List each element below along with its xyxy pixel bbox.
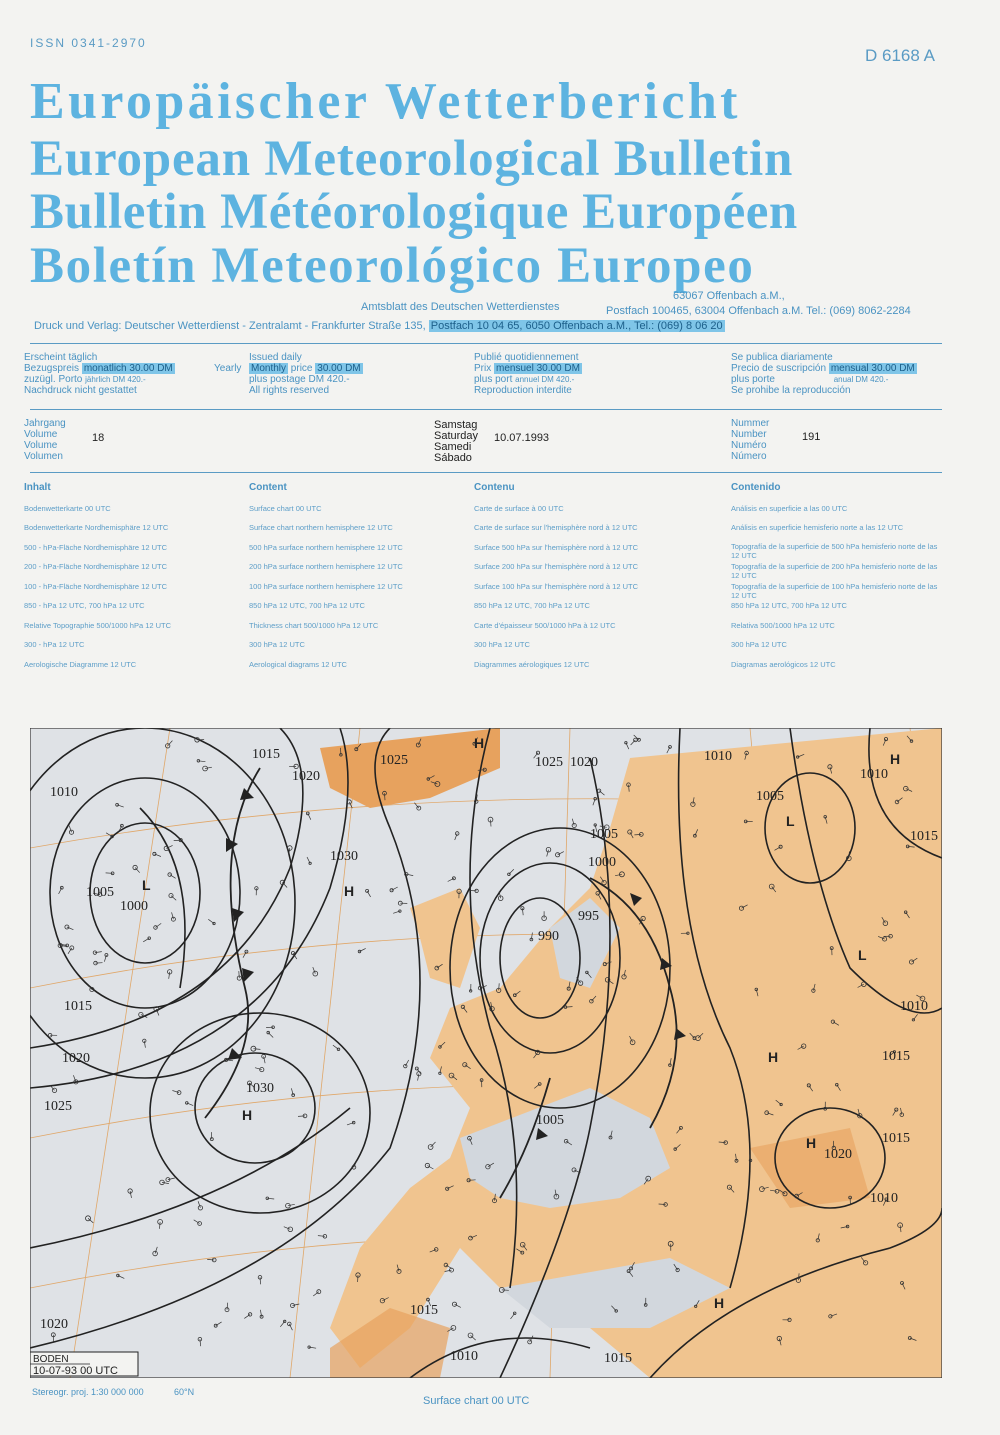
subscription-en <box>249 352 363 396</box>
contents-item-fr: Surface 500 hPa sur l'hemisphère nord à 12 UTC <box>474 543 639 552</box>
contents-item-en: 500 hPa surface northern hemisphere 12 UTC <box>249 543 403 552</box>
number-value: 191 <box>802 431 821 443</box>
station-wind-barb <box>491 820 492 827</box>
contents-item-de: 500 - hPa-Fläche Nordhemisphäre 12 UTC <box>24 543 167 552</box>
station-wind-barb <box>239 971 240 978</box>
isobar-label: 1015 <box>252 747 280 762</box>
contents-item-de: 200 - hPa-Fläche Nordhemisphäre 12 UTC <box>24 562 167 571</box>
address-line-2: Postfach 100465, 63004 Offenbach a.M. Tel.: (069) 8062-2284 <box>606 305 911 317</box>
high-pressure-center: H <box>344 883 355 899</box>
projection-note: Stereogr. proj. 1:30 000 000 <box>32 1387 144 1397</box>
station-wind-barb <box>469 1180 476 1181</box>
isobar-label: 1000 <box>120 899 148 914</box>
contents-item-de: Bodenwetterkarte 00 UTC <box>24 504 111 513</box>
contents-item-es: 850 hPa 12 UTC, 700 hPa 12 UTC <box>731 601 847 610</box>
isobar-label: 1015 <box>910 829 938 844</box>
sub-es-line4: Se prohibe la reproducción <box>731 385 851 396</box>
high-pressure-center: H <box>242 1107 253 1123</box>
contents-item-de: Aerologische Diagramme 12 UTC <box>24 660 137 669</box>
amtsblatt-line: Amtsblatt des Deutschen Wetterdienstes <box>361 301 560 313</box>
rule-sub <box>30 409 942 410</box>
contents-item-en: 200 hPa surface northern hemisphere 12 UTC <box>249 562 403 571</box>
contents-heading-de: Inhalt <box>24 482 51 493</box>
contents-item-fr: Carte de surface à 00 UTC <box>474 504 564 513</box>
high-pressure-center: H <box>474 735 485 751</box>
isobar-label: 1025 <box>44 1099 72 1114</box>
sub-es-line1: Se publica diariamente <box>731 352 833 363</box>
isobar-label: 1005 <box>86 885 114 900</box>
day-labels: Samstag Saturday Samedi Sábado <box>434 419 479 464</box>
contents-item-en: Thickness chart 500/1000 hPa 12 UTC <box>249 621 379 630</box>
subscription-es <box>731 352 917 396</box>
sub-en-line3: plus postage DM 420.- <box>249 374 350 385</box>
contents-item-es: Topografía de la superficie de 500 hPa hemisferio norte de las 12 UTC <box>731 542 938 560</box>
sub-de-line2: Bezugspreis monatlich 30.00 DM <box>24 363 173 374</box>
contents-item-es: 300 hPa 12 UTC <box>731 640 787 649</box>
isobar-label: 1010 <box>450 1349 478 1364</box>
subscription-de <box>24 352 175 396</box>
high-pressure-center: H <box>714 1295 725 1311</box>
contents-item-en: 850 hPa 12 UTC, 700 hPa 12 UTC <box>249 601 365 610</box>
surface-weather-map <box>30 728 942 1378</box>
station-wind-barb <box>634 834 641 835</box>
sub-es-line2: Precio de suscripción mensual 30.00 DM <box>731 363 915 374</box>
contents-item-en: Surface chart northern hemisphere 12 UTC <box>249 523 393 532</box>
isobar-label: 1005 <box>756 789 784 804</box>
contents-item-de: 300 - hPa 12 UTC <box>24 640 85 649</box>
isobar-label: 1005 <box>590 827 618 842</box>
isobar-label: 1020 <box>570 755 598 770</box>
isobar-label: 1010 <box>704 749 732 764</box>
sub-en-line4: All rights reserved <box>249 385 330 396</box>
contents-item-fr: 850 hPa 12 UTC, 700 hPa 12 UTC <box>474 601 590 610</box>
high-pressure-center: H <box>890 751 901 767</box>
isobar-label: 1005 <box>536 1113 564 1128</box>
rule-top <box>30 343 942 344</box>
contents-heading-fr: Contenu <box>474 482 515 493</box>
contents-item-fr: Carte de surface sur l'hemisphère nord à 12 UTC <box>474 523 638 532</box>
isobar-label: 1015 <box>882 1049 910 1064</box>
high-pressure-center: H <box>806 1135 817 1151</box>
sub-fr-line2: Prix mensuel 30.00 DM <box>474 363 580 374</box>
isobar-label: 995 <box>578 909 599 924</box>
number-labels: Nummer Number Numéro Número <box>731 418 770 462</box>
map-stamp-date: 10-07-93 00 UTC <box>33 1365 118 1377</box>
isobar-label: 1030 <box>330 849 358 864</box>
sub-en-line2: Monthly price 30.00 DM <box>251 363 361 374</box>
subscription-fr <box>474 352 582 396</box>
contents-item-en: Surface chart 00 UTC <box>249 504 322 513</box>
isobar-label: 1010 <box>870 1191 898 1206</box>
sub-yearly: Yearly <box>214 363 242 374</box>
isobar-label: 1015 <box>410 1303 438 1318</box>
isobar-label: 1015 <box>604 1351 632 1366</box>
sub-es-line3: plus porte anual DM 420.- <box>731 374 889 385</box>
sub-fr-line1: Publié quotidiennement <box>474 352 579 363</box>
volume-value: 18 <box>92 432 105 444</box>
contents-heading-es: Contenido <box>731 482 781 493</box>
contents-item-de: 850 - hPa 12 UTC, 700 hPa 12 UTC <box>24 601 145 610</box>
isobar-label: 990 <box>538 929 559 944</box>
sub-de-line1: Erscheint täglich <box>24 352 98 363</box>
low-pressure-center: L <box>786 813 795 829</box>
latitude-note: 60°N <box>174 1387 195 1397</box>
contents-item-en: 300 hPa 12 UTC <box>249 640 305 649</box>
address-line-1: 63067 Offenbach a.M., <box>673 290 785 302</box>
title-spanish: Boletín Meteorológico Europeo <box>30 238 755 294</box>
sub-fr-line3: plus port annuel DM 420.- <box>474 374 575 385</box>
issue-date: 10.07.1993 <box>494 432 550 444</box>
contents-item-en: 100 hPa surface northern hemisphere 12 UTC <box>249 582 403 591</box>
issn-number: ISSN 0341-2970 <box>30 36 147 50</box>
document-code: D 6168 A <box>865 46 935 65</box>
isobar-label: 1010 <box>50 785 78 800</box>
station-wind-barb <box>174 840 181 841</box>
contents-item-fr: Carte d'épaisseur 500/1000 hPa à 12 UTC <box>474 621 616 630</box>
contents-heading-en: Content <box>249 482 287 493</box>
isobar-label: 1015 <box>882 1131 910 1146</box>
sub-en-line1: Issued daily <box>249 352 302 363</box>
contents-item-es: Topografía de la superficie de 100 hPa hemisferio norte de las 12 UTC <box>731 582 938 600</box>
station-wind-barb <box>298 1116 305 1117</box>
isobar-label: 1020 <box>824 1147 852 1162</box>
contents-item-de: Bodenwetterkarte Nordhemisphäre 12 UTC <box>24 523 169 532</box>
contents-item-fr: Diagrammes aérologiques 12 UTC <box>474 660 590 669</box>
contents-item-es: Análisis en superficie hemisferio norte a las 12 UTC <box>731 523 904 532</box>
contents-item-fr: 300 hPa 12 UTC <box>474 640 530 649</box>
isobar-label: 1015 <box>64 999 92 1014</box>
contents-item-de: Relative Topographie 500/1000 hPa 12 UTC <box>24 621 172 630</box>
isobar-label: 1025 <box>535 755 563 770</box>
publisher-highlight: Postfach 10 04 65, 6050 Offenbach a.M., Tel.: (069) 8 06 20 <box>430 320 723 332</box>
station-wind-barb <box>566 1007 573 1008</box>
publisher-line <box>34 320 725 332</box>
high-pressure-center: H <box>768 1049 779 1065</box>
station-wind-barb <box>499 983 500 990</box>
isobar-label: 1000 <box>588 855 616 870</box>
isobar-label: 1020 <box>62 1051 90 1066</box>
rule-issue <box>30 472 942 473</box>
map-caption: Surface chart 00 UTC <box>423 1395 530 1407</box>
isobar-label: 1010 <box>900 999 928 1014</box>
contents-item-fr: Surface 100 hPa sur l'hemisphère nord à 12 UTC <box>474 582 639 591</box>
station-wind-barb <box>659 1204 666 1205</box>
contents-item-de: 100 - hPa-Fläche Nordhemisphäre 12 UTC <box>24 582 167 591</box>
volume-labels: Jahrgang Volume Volume Volumen <box>24 418 66 462</box>
station-wind-barb <box>385 793 386 800</box>
contents-item-es: Relativa 500/1000 hPa 12 UTC <box>731 621 835 630</box>
contents-item-es: Topografía de la superficie de 200 hPa hemisferio norte de las 12 UTC <box>731 562 938 580</box>
isobar-label: 1025 <box>380 753 408 768</box>
title-german: Europäischer Wetterbericht <box>30 73 741 130</box>
contents-item-fr: Surface 200 hPa sur l'hemisphère nord à 12 UTC <box>474 562 639 571</box>
isobar-label: 1030 <box>246 1081 274 1096</box>
sub-de-line3: zuzügl. Porto jährlich DM 420.- <box>24 374 146 385</box>
isobar-label: 1020 <box>40 1317 68 1332</box>
isobar-label: 1010 <box>860 767 888 782</box>
title-english: European Meteorological Bulletin <box>30 131 794 187</box>
isobar-label: 1020 <box>292 769 320 784</box>
contents-item-en: Aerological diagrams 12 UTC <box>249 660 347 669</box>
contents-item-es: Diagramas aerológicos 12 UTC <box>731 660 836 669</box>
sub-de-line4: Nachdruck nicht gestattet <box>24 385 137 396</box>
contents-item-es: Análisis en superficie a las 00 UTC <box>731 504 848 513</box>
low-pressure-center: L <box>858 947 867 963</box>
publisher-text: Druck und Verlag: Deutscher Wetterdienst - Zentralamt - Frankfurter Straße 135, <box>34 320 426 332</box>
map-stamp-title: BODEN <box>33 1354 69 1365</box>
sub-fr-line4: Reproduction interdite <box>474 385 572 396</box>
title-french: Bulletin Météorologique Européen <box>30 184 798 240</box>
low-pressure-center: L <box>142 877 151 893</box>
